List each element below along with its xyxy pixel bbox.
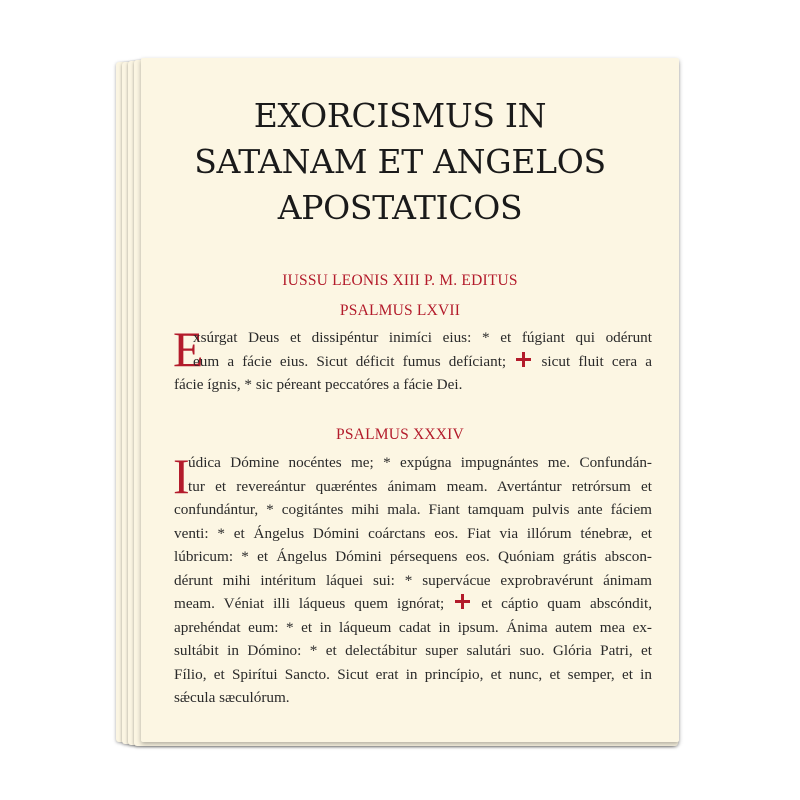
text-line: xsúrgat Deus et dissipéntur inimíci eius: * et fúgiant qui odérunt	[193, 329, 652, 346]
text-line: Fílio, et Spirítui Sancto. Sicut erat in princípio, et nunc, et semper, et in	[174, 665, 652, 683]
dropcap-e: E	[173, 321, 204, 377]
text-fragment: sicut fluit cera a	[541, 352, 653, 370]
red-cross-icon	[455, 594, 470, 609]
text-line: venti: * et Ángelus Dómini coárctans eos. Fiat via illórum ténebræ, et	[174, 524, 652, 542]
text-line: dérunt mihi intéritum láquei sui: * supervácue exprobravérunt ánimam	[174, 571, 652, 589]
document-title	[0, 93, 800, 231]
text-fragment: meam. Véniat illi láqueus quem ignórat;	[174, 595, 445, 612]
text-line	[174, 592, 652, 616]
text-line: fácie ígnis, * sic péreant peccatóres a fácie Dei.	[174, 376, 463, 393]
text-line: sultábit in Dómino: * et delectábitur super salutári suo. Glória Patri, et	[174, 642, 652, 659]
text-fragment: et cáptio quam abscóndit,	[481, 595, 652, 612]
text-line: lúbricum: * et Ángelus Dómini pérsequens eos. Quóniam grátis abscon-	[174, 548, 652, 565]
psalm-heading-lxvii: PSALMUS LXVII	[339, 302, 461, 319]
text-line: confundántur, * cogitántes mihi mala. Fiant tamquam pulvis ante fáciem	[174, 501, 652, 518]
psalm-xxxiv-text	[173, 448, 652, 710]
psalm-lxvii-text	[173, 321, 653, 397]
text-line: sǽcula sæculórum.	[174, 689, 290, 706]
text-fragment: eum a fácie eius. Sicut déficit fumus defíciant;	[193, 352, 507, 370]
red-cross-icon	[516, 352, 531, 367]
subtitle: IUSSU LEONIS XIII P. M. EDITUS	[282, 272, 518, 289]
text-line	[174, 350, 652, 374]
text-line: tur et revereántur quæréntes ánimam meam. Avertántur retrórsum et	[188, 477, 652, 495]
psalm-heading-xxxiv: PSALMUS XXXIV	[336, 426, 464, 443]
title-line-3: APOSTATICOS	[277, 188, 523, 227]
text-line: údica Dómine nocéntes me; * expúgna impugnántes me. Confundán-	[188, 454, 652, 471]
title-line-2: SATANAM ET ANGELOS	[194, 142, 606, 181]
dropcap-i: I	[173, 448, 190, 504]
text-line: aprehéndat eum: * et in láqueum cadat in ipsum. Ánima autem mea ex-	[174, 618, 652, 636]
title-line-1: EXORCISMUS IN	[253, 96, 547, 135]
